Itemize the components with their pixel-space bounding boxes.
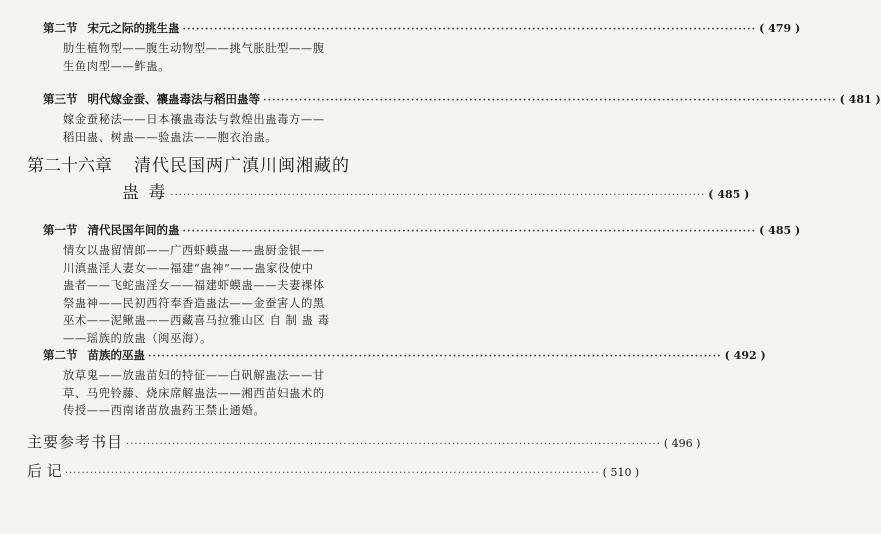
section-summary <box>63 40 325 75</box>
leader-dots: ································································································································ <box>148 351 722 362</box>
section-summary <box>63 242 330 348</box>
section-label: 第三节 <box>43 92 78 106</box>
section-title: 明代嫁金蚕、禳蛊毒法与稻田蛊等 <box>87 92 260 106</box>
page-number: ( 496 ) <box>663 437 701 450</box>
leader-dots: ································································································································ <box>64 468 600 479</box>
chapter-heading[interactable] <box>27 151 350 176</box>
section-summary <box>63 111 325 146</box>
references-title: 主要参考书目 <box>27 433 124 451</box>
section-label: 第二节 <box>43 21 78 35</box>
page-number: ( 485 ) <box>759 224 801 237</box>
chapter-title-line2: 蛊 毒 <box>122 183 168 203</box>
summary-line: 放草鬼——放蛊苗妇的特征——白矾解蛊法——甘 <box>63 369 325 382</box>
chapter-label: 第二十六章 <box>27 156 112 176</box>
summary-line: 情女以蛊留情郎——广西虾蟆蛊——蛊厨金银—— <box>63 244 325 257</box>
summary-line: 草、马兜铃藤、烧床席解蛊法——湘西苗妇蛊术的 <box>63 386 325 400</box>
toc-entry-sec3-ming[interactable] <box>43 91 881 107</box>
page-number: ( 485 ) <box>708 188 750 201</box>
toc-entry-references[interactable] <box>27 431 701 452</box>
chapter-heading-line2[interactable] <box>122 178 750 203</box>
summary-line: 生鱼肉型——鲊蛊。 <box>63 59 171 73</box>
page-number: ( 479 ) <box>759 22 801 35</box>
afterword-title: 后 记 <box>27 462 62 480</box>
summary-line: 肋生植物型——腹生动物型——挑气胀肚型——腹 <box>63 42 325 55</box>
toc-entry-afterword[interactable] <box>27 460 640 481</box>
summary-line: 巫术——泥鳅蛊——西藏喜马拉雅山区 自 制 蛊 毒 <box>63 314 330 328</box>
page-number: ( 492 ) <box>724 349 766 362</box>
leader-dots: ································································································································ <box>170 190 706 201</box>
section-summary <box>63 367 325 420</box>
section-title: 宋元之际的挑生蛊 <box>87 21 180 35</box>
summary-line: 稻田蛊、树蛊——验蛊法——胞衣治蛊。 <box>63 130 278 144</box>
page-number: ( 481 ) <box>839 93 881 106</box>
summary-line: 传授——西南诸苗放蛊药王禁止通婚。 <box>63 404 266 418</box>
section-label: 第二节 <box>43 348 78 362</box>
leader-dots: ································································································································ <box>126 439 661 450</box>
section-title: 清代民国年间的蛊 <box>87 223 180 237</box>
leader-dots: ································································································································ <box>182 24 757 35</box>
summary-line: ——瑶族的放蛊（闽巫海）。 <box>63 331 213 345</box>
page-number: ( 510 ) <box>602 466 640 479</box>
summary-line: 嫁金蚕秘法——日本禳蛊毒法与敦煌出蛊毒方—— <box>63 113 325 126</box>
summary-line: 蛊者——飞蛇蛊淫女——福建虾蟆蛊——夫妻裸体 <box>63 279 325 293</box>
summary-line: 祭蛊神——民初西符奉香造蛊法——金蚕害人的黑 <box>63 296 325 310</box>
leader-dots: ································································································································ <box>182 226 757 237</box>
section-label: 第一节 <box>43 223 78 237</box>
summary-line: 川滇蛊淫人妻女——福建“蛊神”——蛊家役使中 <box>63 261 314 275</box>
leader-dots: ································································································································ <box>263 95 837 106</box>
chapter-title-line1: 清代民国两广滇川闽湘藏的 <box>134 156 350 176</box>
section-title: 苗族的巫蛊 <box>87 348 145 362</box>
toc-entry-sec1-qing[interactable] <box>43 222 801 238</box>
toc-entry-sec2-miao[interactable] <box>43 347 766 363</box>
toc-entry-sec2-songyuan[interactable] <box>43 20 801 36</box>
